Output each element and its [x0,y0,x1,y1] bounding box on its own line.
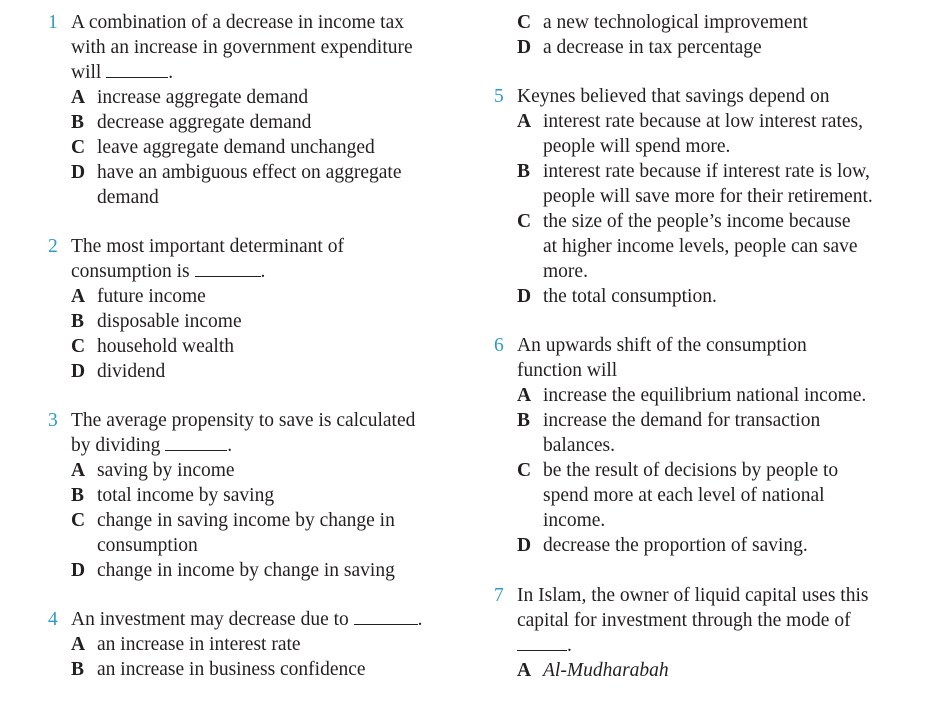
answer-blank [354,609,418,625]
question-stem: The average propensity to save is calculated by dividing . [71,410,416,456]
answer-blank [517,635,567,651]
answer-blank [106,62,168,78]
question-number: 6 [494,335,504,356]
answer-blank [165,435,227,451]
question-number: 1 [48,12,58,33]
question-number: 4 [48,609,58,630]
question-number: 2 [48,236,58,257]
question-stem: An investment may decrease due to . [71,609,423,630]
question-stem: In Islam, the owner of liquid capital uses this capital for investment through the mode of . [517,585,869,656]
question-stem: Keynes believed that savings depend on [517,86,830,107]
question-stem: A combination of a decrease in income tax with an increase in government expenditure will . [71,12,413,83]
question-number: 7 [494,585,504,606]
question-number: 3 [48,410,58,431]
question-number: 5 [494,86,504,107]
question-stem: The most important determinant of consumption is . [71,236,344,282]
answer-blank [195,261,261,277]
question-stem: An upwards shift of the consumption function will [517,335,807,381]
